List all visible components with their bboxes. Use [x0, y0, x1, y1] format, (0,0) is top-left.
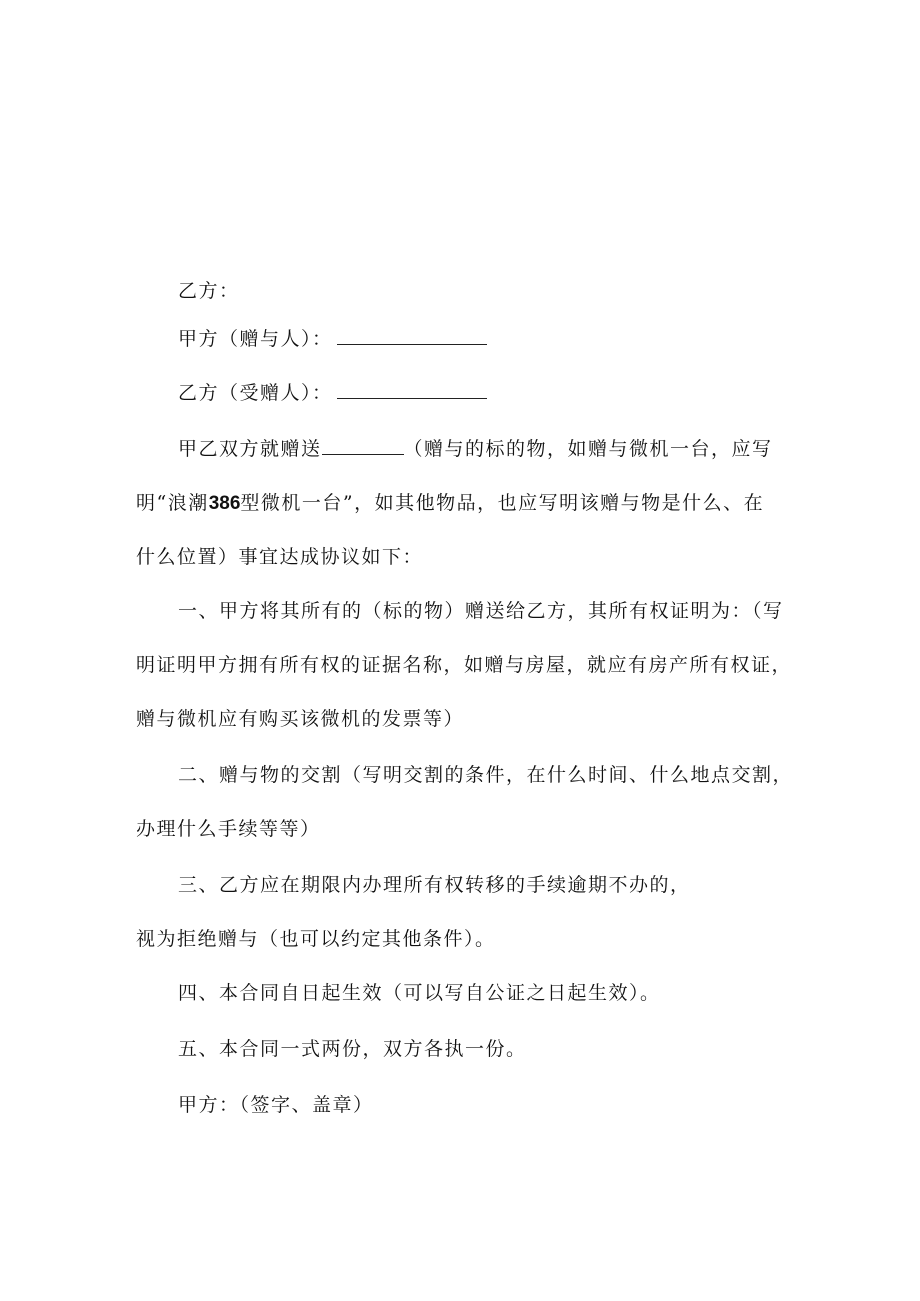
model-number: 386 — [208, 493, 241, 514]
clause1-line-1: 一、甲方将其所有的（标的物）赠送给乙方，其所有权证明为：（写 — [178, 600, 784, 622]
clause2-line-2: 办理什么手续等等） — [136, 818, 321, 840]
party-a-donor-label: 甲方（赠与人）： — [178, 328, 333, 350]
party-a-donor-line — [178, 326, 828, 352]
party-b-header: 乙方： — [178, 280, 240, 302]
intro-line2-b: 型微机一台”，如其他物品，也应写明该赠与物是什么、在 — [240, 492, 765, 514]
intro-line-1 — [178, 436, 828, 462]
clause1-line-2: 明证明甲方拥有所有权的证据名称，如赠与房屋，就应有房产所有权证， — [136, 654, 793, 676]
gift-item-blank[interactable] — [322, 436, 404, 455]
clause2-line-1: 二、赠与物的交割（写明交割的条件，在什么时间、什么地点交割， — [178, 764, 794, 786]
clause3-line-2: 视为拒绝赠与（也可以约定其他条件）。 — [136, 928, 496, 950]
clause1-line-3: 赠与微机应有购买该微机的发票等） — [136, 708, 465, 730]
intro-line2-a: 明“浪潮 — [136, 492, 209, 514]
clause4-line: 四、本合同自日起生效（可以写自公证之日起生效）。 — [178, 982, 661, 1004]
intro-part2: （赠与的标的物，如赠与微机一台，应写 — [403, 438, 773, 460]
intro-line-3: 什么位置）事宜达成协议如下： — [136, 546, 424, 568]
party-a-donor-blank[interactable] — [337, 326, 487, 345]
intro-line-2 — [136, 490, 786, 517]
party-b-donee-blank[interactable] — [337, 380, 487, 399]
party-b-donee-label: 乙方（受赠人）： — [178, 382, 333, 404]
signature-party-a: 甲方：（签字、盖章） — [178, 1094, 374, 1116]
clause5-line: 五、本合同一式两份，双方各执一份。 — [178, 1038, 527, 1060]
intro-part1: 甲乙双方就赠送 — [178, 438, 322, 460]
clause3-line-1: 三、乙方应在期限内办理所有权转移的手续逾期不办的， — [178, 874, 691, 896]
party-b-donee-line — [178, 380, 828, 406]
